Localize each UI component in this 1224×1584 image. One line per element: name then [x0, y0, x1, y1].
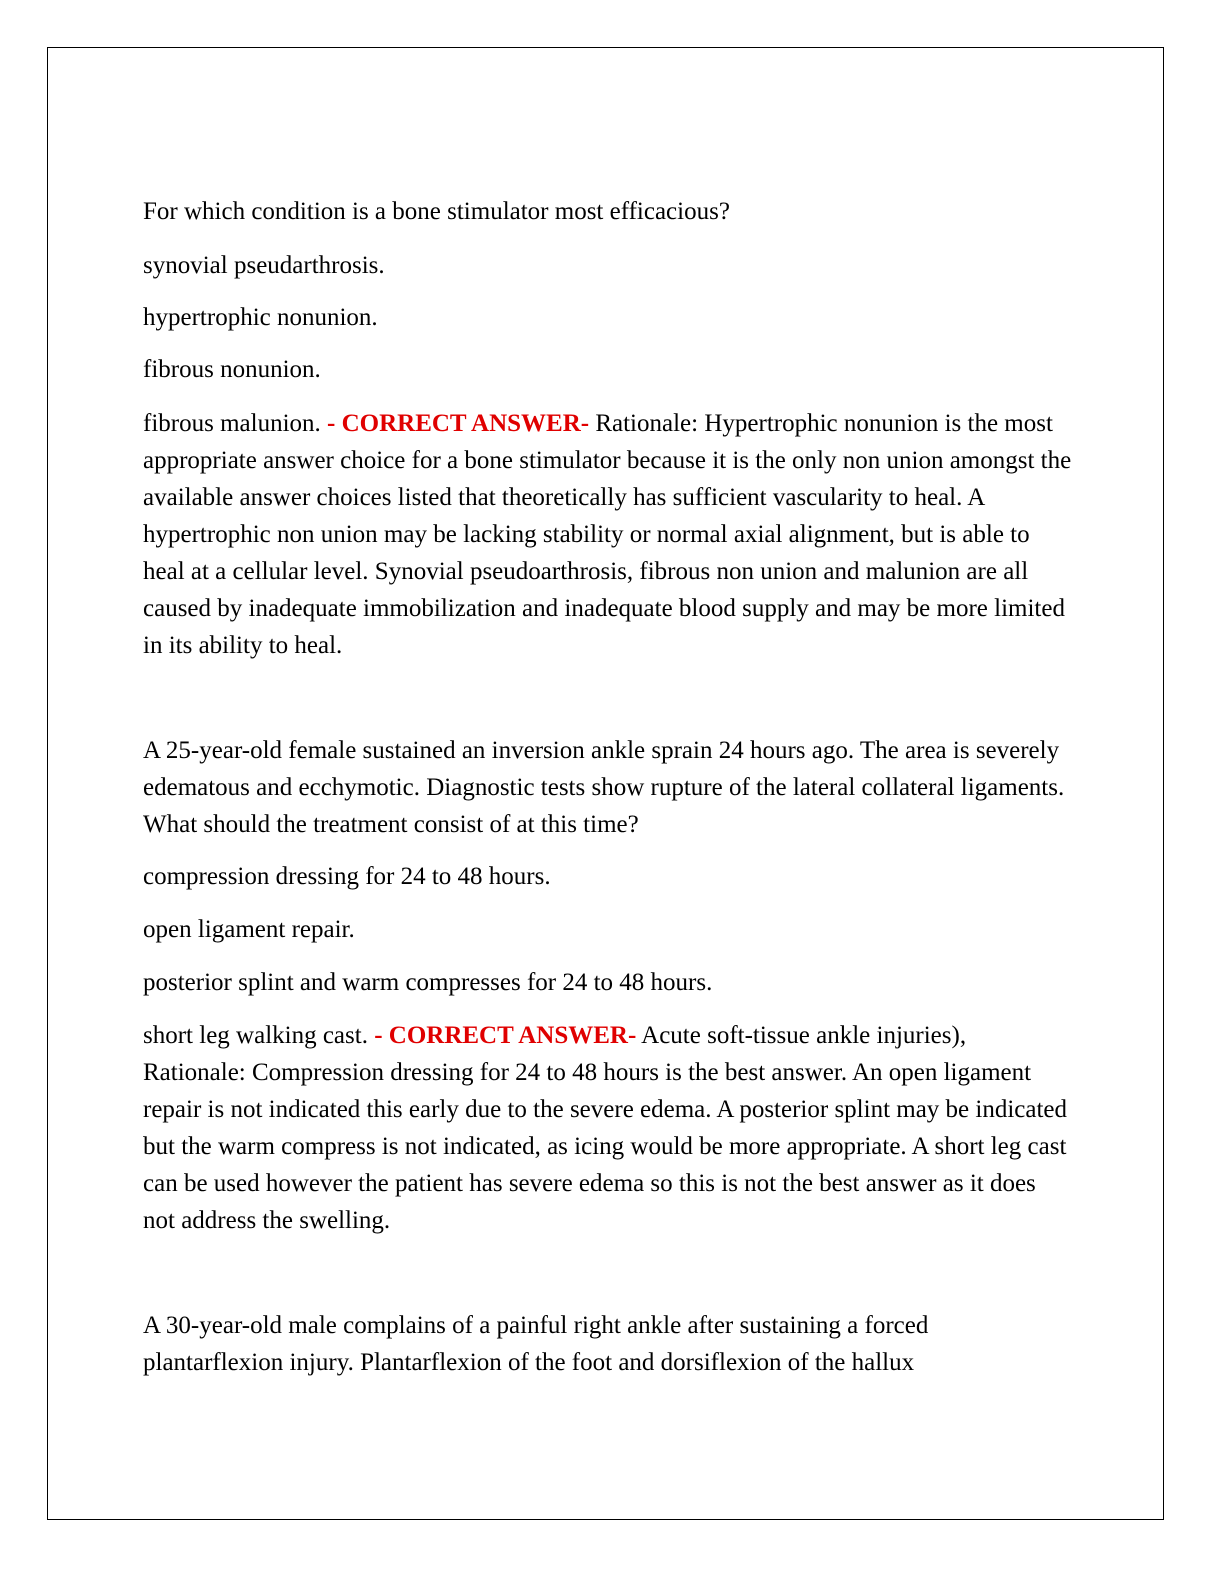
q2-rationale: Acute soft-tissue ankle injuries), Rationale: Compression dressing for 24 to 48 hours is the best answer. An open ligament repair is not indicated this early due to the severe edema. A posterior splint may be indicated but the warm compress is not indicated, as icing would be more appropriate. A short leg cast can be used however the patient has severe edema so this is not the best answer as it does not address the swelling. — [143, 1022, 1068, 1234]
q2-option: short leg walking cast. — [143, 1022, 368, 1049]
q3-question: A 30-year-old male complains of a painful right ankle after sustaining a forced plantarflexion injury. Plantarflexion of the foot and dorsiflexion of the hallux — [143, 1312, 929, 1376]
q1-option: fibrous nonunion. — [143, 356, 321, 383]
correct-answer-marker: - CORRECT ANSWER- — [374, 1022, 637, 1049]
q2-answer — [143, 1017, 1073, 1239]
q2-option: compression dressing for 24 to 48 hours. — [143, 863, 551, 890]
q1-answer — [143, 405, 1073, 664]
q1-question: For which condition is a bone stimulator most efficacious? — [143, 198, 730, 225]
q2-question: A 25-year-old female sustained an inversion ankle sprain 24 hours ago. The area is severely edematous and ecchymotic. Diagnostic tests show rupture of the lateral collateral ligaments. What should the treatment consist of at this time? — [143, 737, 1065, 838]
q1-rationale: Rationale: Hypertrophic nonunion is the most appropriate answer choice for a bone stimulator because it is the only non union amongst the available answer choices listed that theoretically has sufficient vascularity to heal. A hypertrophic non union may be lacking stability or normal axial alignment, but is able to heal at a cellular level. Synovial pseudoarthrosis, fibrous non union and malunion are all caused by inadequate immobilization and inadequate blood supply and may be more limited in its ability to heal. — [143, 410, 1072, 659]
q1-option: synovial pseudarthrosis. — [143, 252, 385, 279]
correct-answer-marker: - CORRECT ANSWER- — [327, 410, 590, 437]
q1-option: hypertrophic nonunion. — [143, 304, 378, 331]
q2-option: open ligament repair. — [143, 916, 355, 943]
q1-option: fibrous malunion. — [143, 410, 321, 437]
q2-option: posterior splint and warm compresses for 24 to 48 hours. — [143, 969, 713, 996]
